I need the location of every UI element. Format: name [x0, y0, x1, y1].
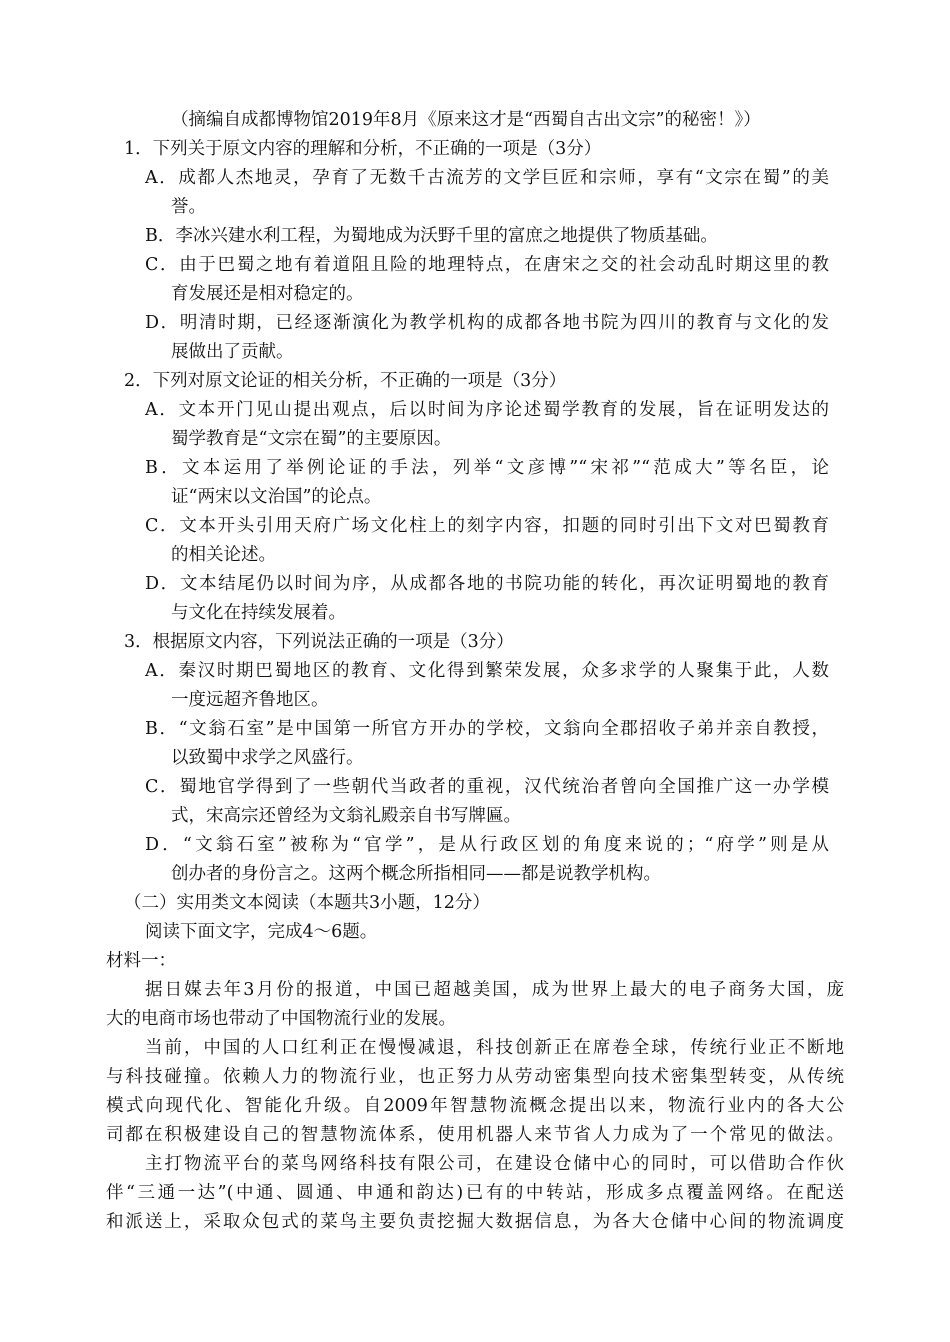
question-1-stem: 1．下列关于原文内容的理解和分析，不正确的一项是（3分） [124, 139, 602, 159]
question-2-option-b-cont: 证“两宋以文治国”的论点。 [171, 487, 382, 507]
question-3-option-c: C．蜀地官学得到了一些朝代当政者的重视，汉代统治者曾向全国推广这一办学模 [145, 777, 829, 797]
question-3-option-d: D．“文翁石室”被称为“官学”，是从行政区划的角度来说的；“府学”则是从 [145, 835, 829, 855]
paragraph-3-line-2: 伴“三通一达”(中通、圆通、申通和韵达)已有的中转站，形成多点覆盖网络。在配送 [106, 1183, 844, 1203]
question-1-option-c: C．由于巴蜀之地有着道阻且险的地理特点，在唐宋之交的社会动乱时期这里的教 [145, 255, 829, 275]
question-1-option-b: B．李冰兴建水利工程，为蜀地成为沃野千里的富庶之地提供了物质基础。 [145, 226, 718, 246]
source-citation: （摘编自成都博物馆2019年8月《原来这才是“西蜀自古出文宗”的秘密！》） [171, 110, 761, 130]
question-2-option-a: A．文本开门见山提出观点，后以时间为序论述蜀学教育的发展，旨在证明发达的 [145, 400, 829, 420]
question-2-option-c-cont: 的相关论述。 [171, 545, 276, 565]
question-1-option-a: A．成都人杰地灵，孕育了无数千古流芳的文学巨匠和宗师，享有“文宗在蜀”的美 [145, 168, 829, 188]
section-instruction: 阅读下面文字，完成4～6题。 [145, 922, 378, 942]
question-3-stem: 3．根据原文内容，下列说法正确的一项是（3分） [124, 632, 514, 652]
question-1-option-d: D．明清时期，已经逐渐演化为教学机构的成都各地书院为四川的教育与文化的发 [145, 313, 829, 333]
question-1-option-c-cont: 育发展还是相对稳定的。 [171, 284, 364, 304]
material-label: 材料一： [106, 951, 176, 971]
question-1-option-a-cont: 誉。 [171, 197, 206, 217]
paragraph-2-line-2: 与科技碰撞。依赖人力的物流行业，也正努力从劳动密集型向技术密集型转变，从传统 [106, 1067, 844, 1087]
question-2-option-d: D．文本结尾仍以时间为序，从成都各地的书院功能的转化，再次证明蜀地的教育 [145, 574, 829, 594]
question-3-option-d-cont: 创办者的身份言之。这两个概念所指相同——都是说教学机构。 [171, 864, 661, 884]
paragraph-3-line-1: 主打物流平台的菜鸟网络科技有限公司，在建设仓储中心的同时，可以借助合作伙 [145, 1154, 844, 1174]
question-2-stem: 2．下列对原文论证的相关分析，不正确的一项是（3分） [124, 371, 567, 391]
section-heading: （二）实用类文本阅读（本题共3小题，12分） [124, 893, 490, 913]
paragraph-2-line-3: 模式向现代化、智能化升级。自2009年智慧物流概念提出以来，物流行业内的各大公 [106, 1096, 844, 1116]
question-1-option-d-cont: 展做出了贡献。 [171, 342, 294, 362]
question-2-option-b: B．文本运用了举例论证的手法，列举“文彦博”“宋祁”“范成大”等名臣，论 [145, 458, 829, 478]
question-3-option-c-cont: 式，宋高宗还曾经为文翁礼殿亲自书写牌匾。 [171, 806, 521, 826]
paragraph-1-line-1: 据日媒去年3月份的报道，中国已超越美国，成为世界上最大的电子商务大国，庞 [145, 980, 844, 1000]
paragraph-3-line-3: 和派送上，采取众包式的菜鸟主要负责挖掘大数据信息，为各大仓储中心间的物流调度 [106, 1212, 844, 1232]
question-2-option-c: C．文本开头引用天府广场文化柱上的刻字内容，扣题的同时引出下文对巴蜀教育 [145, 516, 829, 536]
paragraph-1-line-2: 大的电商市场也带动了中国物流行业的发展。 [106, 1009, 456, 1029]
question-3-option-b: B．“文翁石室”是中国第一所官方开办的学校，文翁向全郡招收子弟并亲自教授， [145, 719, 829, 739]
question-3-option-a-cont: 一度远超齐鲁地区。 [171, 690, 329, 710]
question-2-option-a-cont: 蜀学教育是“文宗在蜀”的主要原因。 [171, 429, 452, 449]
paragraph-2-line-1: 当前，中国的人口红利正在慢慢减退，科技创新正在席卷全球，传统行业正不断地 [145, 1038, 844, 1058]
question-3-option-b-cont: 以致蜀中求学之风盛行。 [171, 748, 364, 768]
question-3-option-a: A．秦汉时期巴蜀地区的教育、文化得到繁荣发展，众多求学的人聚集于此，人数 [145, 661, 829, 681]
paragraph-2-line-4: 司都在积极建设自己的智慧物流体系，使用机器人来节省人力成为了一个常见的做法。 [106, 1125, 844, 1145]
question-2-option-d-cont: 与文化在持续发展着。 [171, 603, 346, 623]
